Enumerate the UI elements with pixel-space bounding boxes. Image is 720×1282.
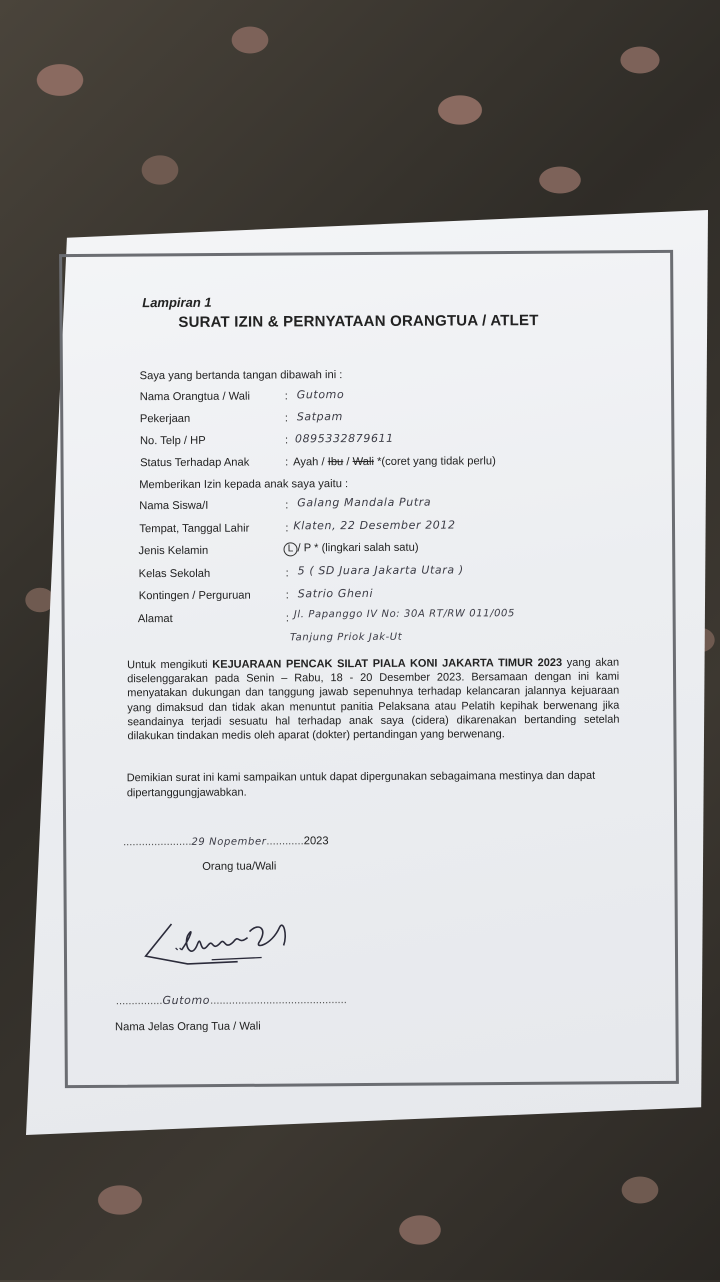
body-post: yang akan diselenggarakan pada Senin – Rabu, 18 - 20 Desember 2023. Bersamaan dengan ini kami menyatakan dukungan dan tanggung jawab sepenuhnya terhadap kelancaran jalannya kejuaraan yang dimaksud dan tidak akan menuntut panitia Pelaksana atau Pelatih kepihak berwenang jika seandainya terjadi sesuatu hal terhadap anak saya (cidera) dikarenakan bertanding setelah dilakukan tindakan medis oleh aparat (dokter) pertandingan yang berwenang. — [127, 656, 620, 743]
date-line — [123, 835, 329, 848]
dots: ............... — [115, 995, 163, 1008]
dots: ...................... — [123, 835, 192, 849]
gender-options — [283, 542, 418, 557]
colon: : — [285, 612, 290, 625]
separator: / — [318, 456, 328, 469]
dots: ............................................ — [210, 994, 347, 1007]
occupation-value: Satpam — [296, 410, 343, 424]
colon: : — [284, 412, 288, 425]
colon: : — [285, 499, 289, 512]
gender-rest: / P * (lingkari salah satu) — [297, 541, 419, 555]
student-name-value: Galang Mandala Putra — [297, 495, 432, 510]
body-pre: Untuk mengikuti — [127, 658, 213, 672]
dots: ............ — [266, 835, 304, 848]
class-value: 5 ( SD Juara Jakarta Utara ) — [297, 563, 464, 578]
separator: / — [343, 456, 353, 469]
address-label: Alamat — [137, 612, 173, 626]
date-year: 2023 — [303, 835, 329, 848]
status-options — [293, 455, 496, 468]
colon: : — [284, 390, 288, 403]
address-line1: Jl. Papanggo IV No: 30A RT/RW 011/005 — [293, 608, 515, 621]
colon: : — [285, 567, 289, 580]
colon: : — [285, 589, 289, 602]
address-line2: Tanjung Priok Jak-Ut — [289, 631, 403, 644]
phone-value: 0895332879611 — [294, 431, 394, 446]
name-line — [116, 993, 347, 1007]
intro-parent: Saya yang bertanda tangan dibawah ini : — [139, 369, 343, 383]
date-day-month: 29 Nopember — [191, 836, 267, 848]
signer-role: Orang tua/Wali — [202, 860, 277, 873]
parent-name-label: Nama Orangtua / Wali — [139, 390, 251, 404]
event-name: KEJUARAAN PENCAK SILAT PIALA KONI JAKARTA TIMUR 2023 — [212, 656, 563, 671]
letter-title: SURAT IZIN & PERNYATAAN ORANGTUA / ATLET — [178, 312, 539, 331]
status-ibu-struck: Ibu — [327, 456, 344, 469]
birth-label: Tempat, Tanggal Lahir — [139, 522, 250, 536]
class-label: Kelas Sekolah — [138, 567, 211, 581]
statement-paragraph — [127, 656, 619, 744]
name-caption: Nama Jelas Orang Tua / Wali — [114, 1020, 261, 1034]
team-label: Kontingen / Perguruan — [138, 589, 251, 603]
status-label: Status Terhadap Anak — [140, 456, 250, 470]
occupation-label: Pekerjaan — [139, 412, 191, 426]
intro-child: Memberikan Izin kepada anak saya yaitu : — [139, 478, 349, 492]
closing-paragraph: Demikian surat ini kami sampaikan untuk dapat dipergunakan sebagaimana mestinya dan dapat dipertanggungjawabkan. — [126, 769, 596, 799]
team-value: Satrio Gheni — [297, 586, 374, 601]
colon: : — [284, 434, 289, 447]
birth-value: Klaten, 22 Desember 2012 — [293, 518, 456, 533]
signature — [141, 915, 301, 976]
status-note: *(coret yang tidak perlu) — [373, 455, 496, 468]
gender-label: Jenis Kelamin — [138, 544, 209, 558]
parent-name-value: Gutomo — [296, 388, 345, 402]
status-wali-struck: Wali — [352, 455, 374, 469]
phone-label: No. Telp / HP — [139, 434, 206, 448]
attachment-label: Lampiran 1 — [142, 294, 212, 311]
student-name-label: Nama Siswa/I — [139, 499, 209, 513]
colon: : — [285, 456, 289, 469]
signed-name: Gutomo — [162, 993, 211, 1008]
status-ayah: Ayah — [293, 456, 319, 469]
colon: : — [285, 522, 289, 535]
gender-circled: L — [283, 542, 297, 556]
